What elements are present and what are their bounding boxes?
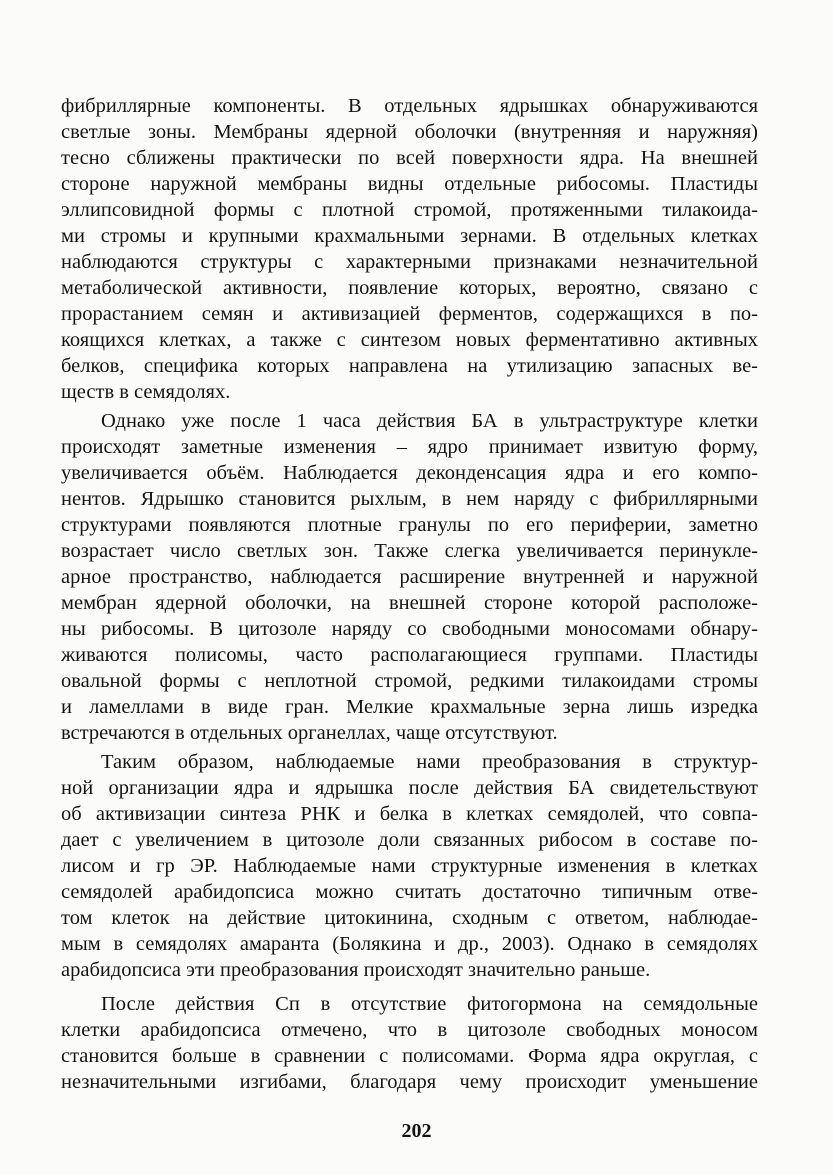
paragraph-3 [61,749,758,983]
text-line: мым в семядолях амаранта (Болякина и др., 2003). Однако в семядолях [61,933,758,955]
text-line: фибриллярные компоненты. В отдельных ядрышках обнаруживаются [61,95,758,117]
text-line: Однако уже после 1 часа действия БА в ультраструктуре клетки [101,410,758,432]
text-line: арное пространство, наблюдается расширение внутренней и наружной [61,566,758,588]
text-line: ны рибосомы. В цитозоле наряду со свободными моносомами обнару- [61,618,758,640]
text-line: и ламеллами в виде гран. Мелкие крахмальные зерна лишь изредка [61,696,758,718]
text-line: семядолей арабидопсиса можно считать достаточно типичным отве- [61,881,758,903]
text-line: том клеток на действие цитокинина, сходным с ответом, наблюдае- [61,907,758,929]
text-line: становится больше в сравнении с полисомами. Форма ядра округлая, с [61,1045,758,1067]
text-line: прорастанием семян и активизацией ферментов, содержащихся в по- [61,303,758,325]
text-line: белков, специфика которых направлена на утилизацию запасных ве- [61,355,758,377]
text-line: ми стромы и крупными крахмальными зернами. В отдельных клетках [61,225,758,247]
text-line: происходят заметные изменения – ядро принимает извитую форму, [61,436,758,458]
paragraph-2 [61,408,758,746]
text-line: тесно сближены практически по всей поверхности ядра. На внешней [61,147,758,169]
text-line: После действия Сп в отсутствие фитогормона на семядольные [101,993,758,1015]
text-line: об активизации синтеза РНК и белка в клетках семядолей, что совпа- [61,803,758,825]
paragraph-1 [61,93,758,405]
text-line: метаболической активности, появление которых, вероятно, связано с [61,277,758,299]
text-line: светлые зоны. Мембраны ядерной оболочки (внутренняя и наружняя) [61,121,758,143]
text-line: стороне наружной мембраны видны отдельные рибосомы. Пластиды [61,173,758,195]
text-line: мембран ядерной оболочки, на внешней стороне которой расположе- [61,592,758,614]
text-line: встречаются в отдельных органеллах, чаще отсутствуют. [61,722,558,744]
text-line: ществ в семядолях. [61,381,231,403]
text-line: увеличивается объём. Наблюдается деконденсация ядра и его компо- [61,462,758,484]
text-line: эллипсовидной формы с плотной стромой, протяженными тилакоида- [61,199,758,221]
body-text [61,93,758,1095]
text-line: Таким образом, наблюдаемые нами преобразования в структур- [101,751,758,773]
text-line: клетки арабидопсиса отмечено, что в цитозоле свободных моносом [61,1019,758,1041]
text-line: структурами появляются плотные гранулы по его периферии, заметно [61,514,758,536]
text-line: лисом и гр ЭР. Наблюдаемые нами структурные изменения в клетках [61,855,758,877]
text-line: коящихся клетках, а также с синтезом новых ферментативно активных [61,329,758,351]
text-line: нентов. Ядрышко становится рыхлым, в нем наряду с фибриллярными [61,488,758,510]
paragraph-4 [61,991,758,1095]
text-line: возрастает число светлых зон. Также слегка увеличивается перинукле- [61,540,758,562]
text-line: арабидопсиса эти преобразования происходят значительно раньше. [61,959,651,981]
text-line: овальной формы с неплотной стромой, редкими тилакоидами стромы [61,670,758,692]
text-line: дает с увеличением в цитозоле доли связанных рибосом в составе по- [61,829,758,851]
page-number: 202 [401,1120,432,1142]
text-line: живаются полисомы, часто располагающиеся группами. Пластиды [61,644,758,666]
text-line: ной организации ядра и ядрышка после действия БА свидетельствуют [61,777,758,799]
text-line: наблюдаются структуры с характерными признаками незначительной [61,251,758,273]
text-line: незначительными изгибами, благодаря чему происходит уменьшение [61,1071,758,1093]
